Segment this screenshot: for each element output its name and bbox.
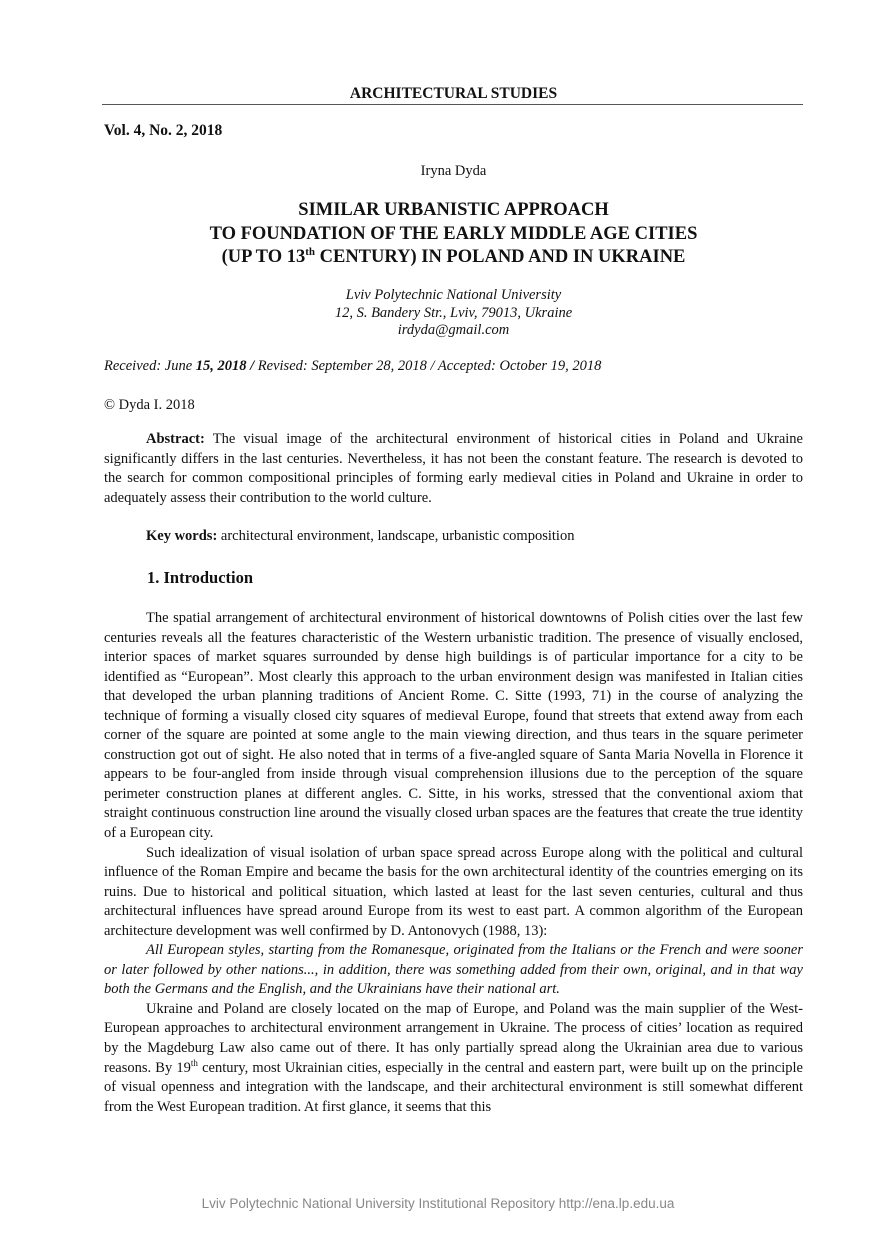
abstract-text: The visual image of the architectural environment of historical cities in Poland and Ukraine significantly differs in the last centuries. Nevertheless, it has not been the constant feature. The research is devoted to the search for common compositional principles of forming early medieval cities in Poland and Ukraine in order to adequately assess their contribution to the world culture. — [104, 431, 803, 506]
copyright: © Dyda I. 2018 — [104, 397, 195, 413]
abstract-label: Abstract: — [146, 431, 205, 447]
title-line-3 — [104, 246, 803, 270]
title-line-3-b: CENTURY) IN POLAND AND IN UKRAINE — [315, 247, 686, 267]
institution: Lviv Polytechnic National University — [345, 287, 562, 303]
revised-accepted-dates: Revised: September 28, 2018 / Accepted: October 19, 2018 — [257, 358, 602, 374]
section-heading: 1. Introduction — [147, 568, 254, 587]
address: 12, S. Bandery Str., Lviv, 79013, Ukraine — [334, 304, 573, 321]
superscript: th — [190, 1057, 198, 1068]
paragraph — [104, 1000, 803, 1117]
title-line-1: SIMILAR URBANISTIC APPROACH — [298, 200, 609, 220]
keywords-label: Key words: — [146, 528, 218, 544]
title-line-3-a: (UP TO 13 — [221, 247, 306, 267]
paragraph-part: Ukraine and Poland are closely located on the map of Europe, and Poland was the main supplier of the West-European approaches to architectural environment arrangement in Ukraine. The process of cities’ location as required by the Magdeburg Law also came out of there. It has only partially spread along the Ukrainian area due to various reasons. By 19 — [104, 1000, 803, 1076]
title-line-2: TO FOUNDATION OF THE EARLY MIDDLE AGE CITIES — [209, 223, 698, 244]
header-rule — [102, 104, 803, 105]
received-label: Received: June — [104, 358, 196, 374]
abstract — [104, 430, 803, 508]
volume-info: Vol. 4, No. 2, 2018 — [104, 122, 223, 139]
author-name: Iryna Dyda — [420, 163, 487, 179]
paragraph-part: century, most Ukrainian cities, especially in the central and eastern part, were built up on the principle of visual openness and integration with the landscape, and their architectural environment is still somewhat different from the West European tradition. At first glance, it seems that this — [104, 1059, 803, 1115]
block-quote: All European styles, starting from the Romanesque, originated from the Italians or the French and were sooner or later followed by other nations..., in addition, there was something added from their own, original, and in that way both the Germans and the English, and the Ukrainians have their national art. — [104, 942, 803, 998]
keywords — [146, 528, 574, 545]
title-superscript: th — [305, 245, 315, 258]
keywords-text: architectural environment, landscape, urbanistic composition — [217, 528, 575, 544]
email: irdyda@gmail.com — [397, 322, 510, 338]
affiliation — [104, 287, 803, 340]
paper-title — [104, 199, 803, 270]
body-text — [104, 609, 803, 1117]
paragraph: Such idealization of visual isolation of urban space spread across Europe along with the political and cultural influence of the Roman Empire and became the basis for the own architectural identity of the countries emerging on its ruins. Due to historical and political situation, which lasted at least for the last seven centuries, cultural and thus architectural influences have spread around Europe from its west to east part. A common algorithm of the European architecture development was well confirmed by D. Antonovych (1988, 13): — [104, 844, 803, 939]
paragraph: The spatial arrangement of architectural environment of historical downtowns of Polish cities over the last few centuries reveals all the features characteristic of the Western urbanistic tradition. The presence of visually enclosed, interior spaces of market squares surrounded by dense high buildings is of particular importance for a city to be identified as “European”. Most clearly this approach to the urban environment design was manifested in Italian cities that developed the urban planning traditions of Ancient Rome. C. Sitte (1993, 71) in the course of analyzing the technique of forming a visually closed city squares of medieval Europe, found that streets that extend away from each corner of the square are pointed at some angle to the main viewing direction, and thus tears in the square perimeter construction got out of sight. He also noted that in terms of a five-angled square of Santa Maria Novella in Florence it appears to be four-angled from inside through visual comprehension illusions due to the perception of the square perimeter construction planes at different angles. C. Sitte, in his works, stressed that the conventional axiom that straight continuous construction line around the visually closed urban spaces are the features that create the true identity of a European city. — [104, 610, 803, 842]
received-date: 15, 2018 / — [195, 358, 258, 374]
journal-name: ARCHITECTURAL STUDIES — [349, 85, 558, 102]
submission-dates — [104, 358, 601, 375]
repository-footer: Lviv Polytechnic National University Institutional Repository http://ena.lp.edu.ua — [201, 1196, 675, 1211]
